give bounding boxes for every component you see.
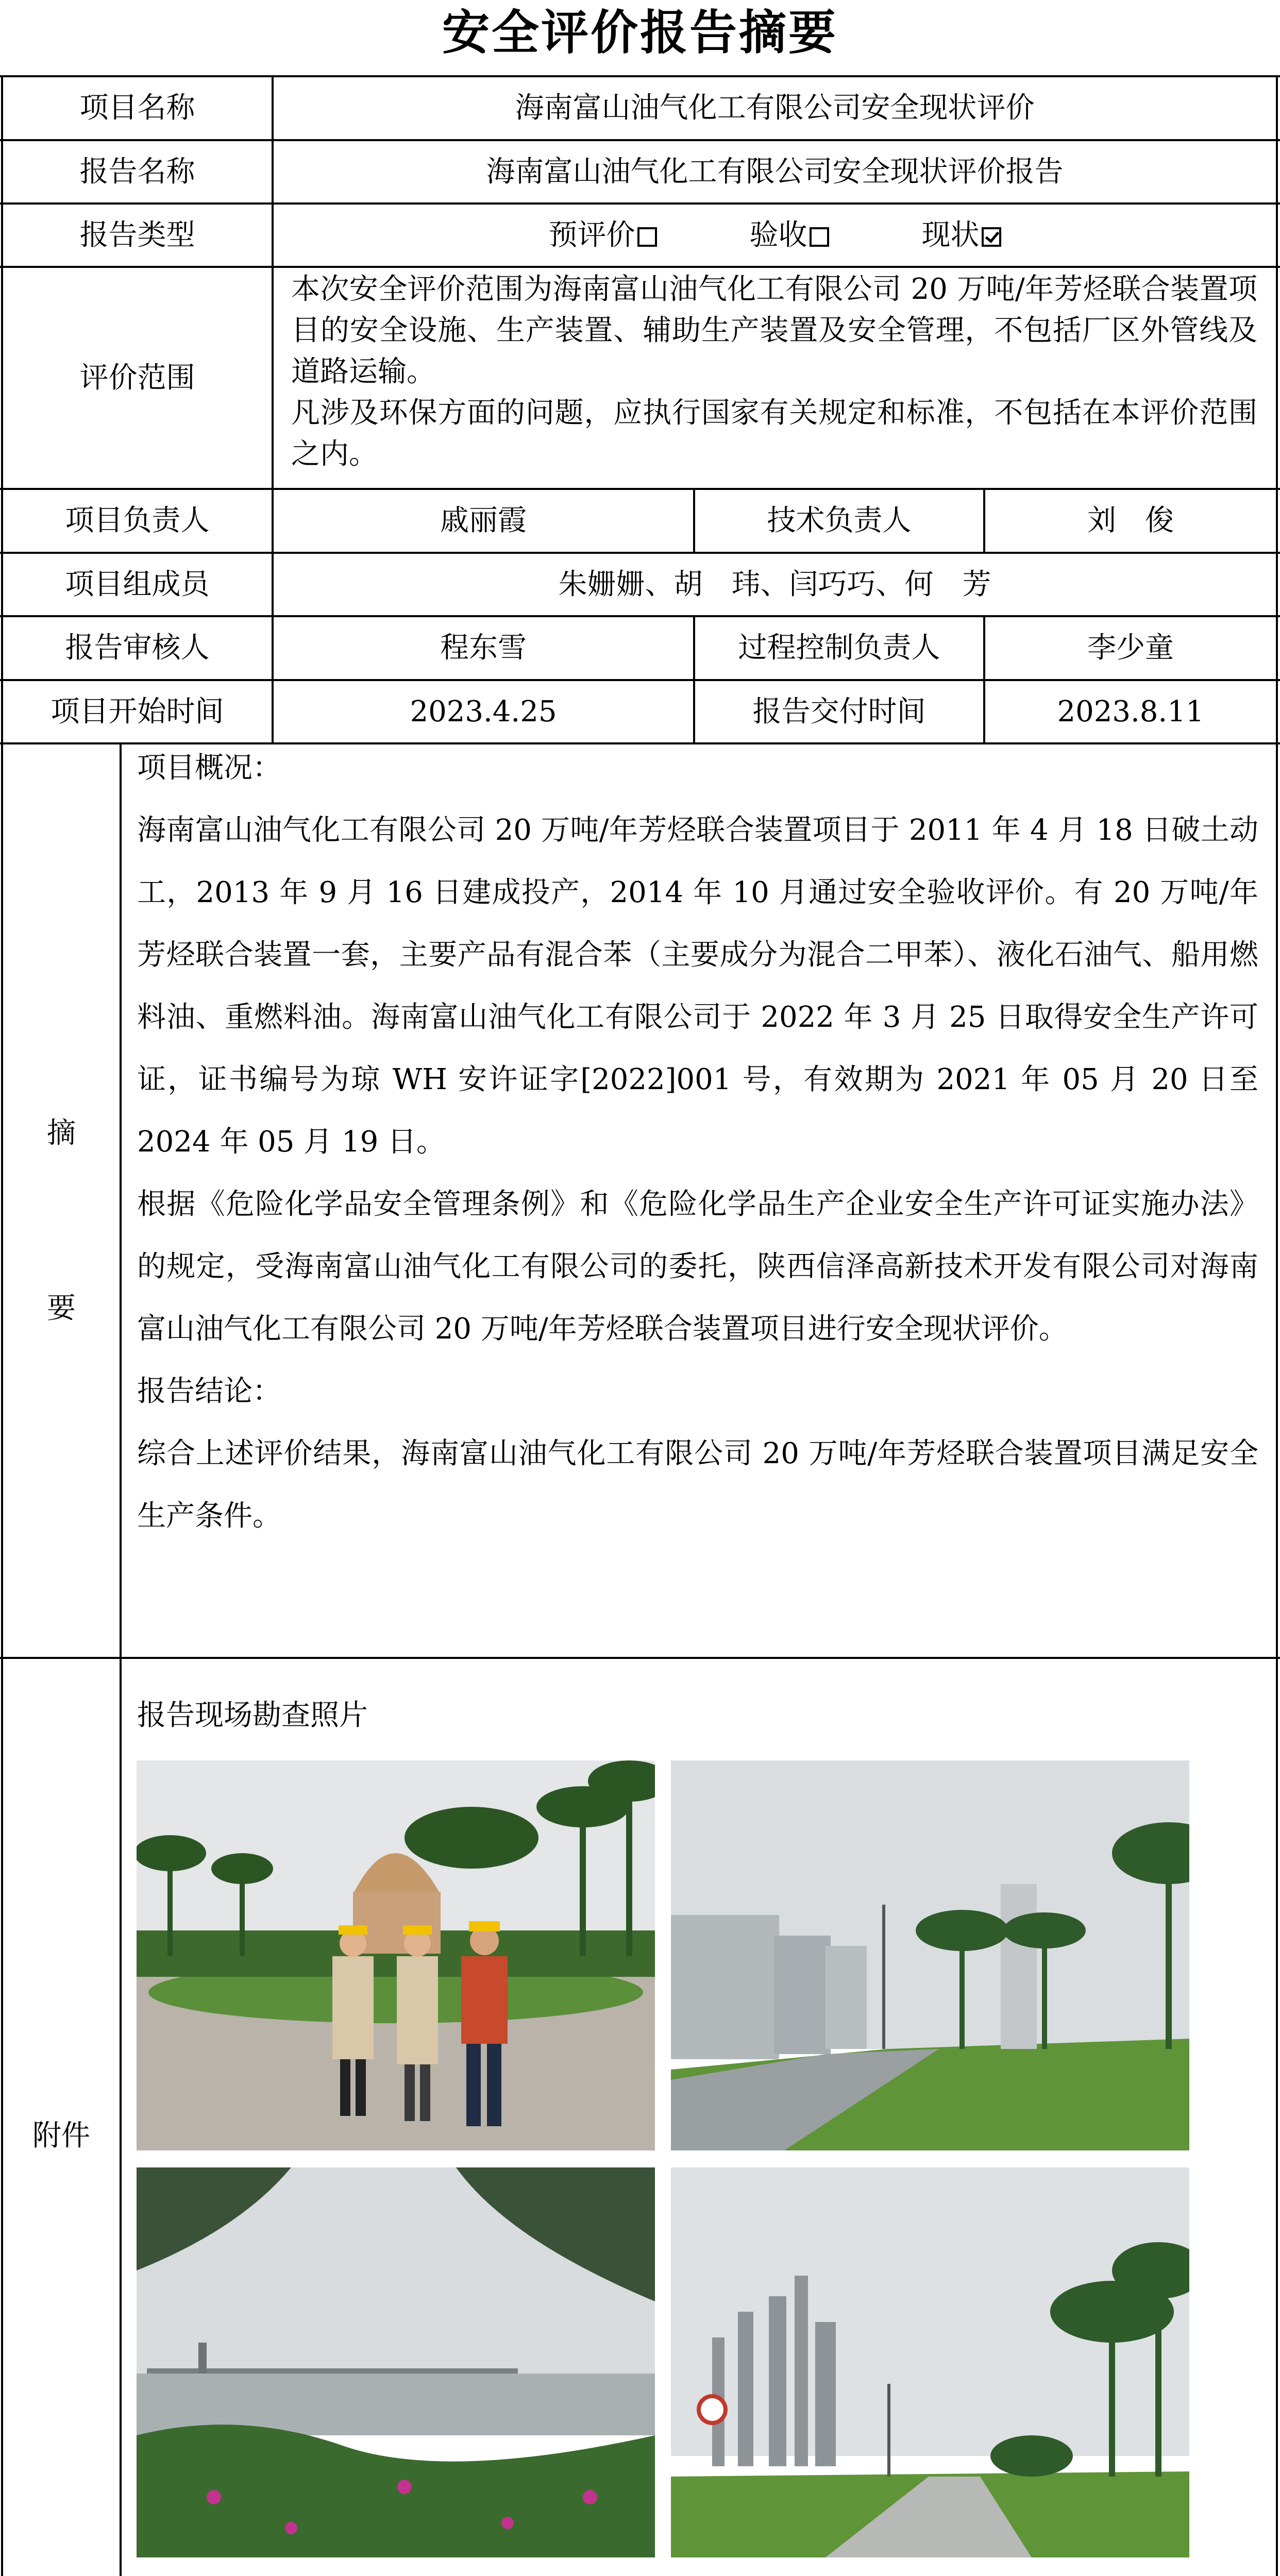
project-leader-value: 戚丽霞 <box>440 504 527 538</box>
report-type-options <box>274 205 1276 266</box>
site-photo-process-units <box>671 2167 1189 2557</box>
overview-heading: 项目概况： <box>137 751 281 785</box>
process-leader-value: 李少童 <box>1087 631 1174 665</box>
tech-leader-label: 技术负责人 <box>767 504 912 538</box>
scope-paragraph: 本次安全评价范围为海南富山油气化工有限公司 20 万吨/年芳烃联合装置项目的安全设施、生产装置、辅助生产装置及安全管理，不包括厂区外管线及道路运输。 <box>291 273 1257 388</box>
page-title: 安全评价报告摘要 <box>442 5 838 60</box>
start-time-label: 项目开始时间 <box>50 694 224 728</box>
attachment-label: 附件 <box>32 2119 90 2153</box>
reviewer-label: 报告审核人 <box>65 631 210 665</box>
delivery-time-label: 报告交付时间 <box>752 694 926 728</box>
tech-leader-value: 刘 俊 <box>1087 504 1174 538</box>
attachment-heading: 报告现场勘查照片 <box>137 1699 368 1732</box>
summary-label-bottom: 要 <box>47 1292 76 1326</box>
report-type-label: 报告类型 <box>79 218 195 252</box>
acceptance-checkbox[interactable] <box>810 227 829 247</box>
process-leader-label: 过程控制负责人 <box>738 631 940 665</box>
scope-text <box>274 269 1276 475</box>
project-leader-label: 项目负责人 <box>65 504 210 538</box>
conclusion-heading: 报告结论： <box>137 1375 281 1408</box>
site-photo-seaside <box>137 2167 655 2557</box>
pre-eval-checkbox[interactable] <box>637 227 657 247</box>
report-name-value: 海南富山油气化工有限公司安全现状评价报告 <box>486 155 1064 189</box>
scope-label: 评价范围 <box>79 361 195 395</box>
overview-paragraph: 根据《危险化学品安全管理条例》和《危险化学品生产企业安全生产许可证实施办法》的规定，受海南富山油气化工有限公司的委托，陕西信泽高新技术开发有限公司对海南富山油气化工有限公司 20 万吨/年芳烃联合装置项目进行安全现状评价。 <box>137 1188 1258 1346</box>
overview-paragraph: 海南富山油气化工有限公司 20 万吨/年芳烃联合装置项目于 2011 年 4 月 18 日破土动工，2013 年 9 月 16 日建成投产，2014 年 10 月通过安全验收评价。有 20 万吨/年芳烃联合装置一套，主要产品有混合苯（主要成分为混合二甲苯）、液化石油气、船用燃料油、重燃料油。海南富山油气化工有限公司于 2022 年 3 月 25 日取得安全生产许可证，证书编号为琼 WH 安许证字[2022]001 号，有效期为 2021 年 05 月 20 日至 2024 年 05 月 19 日。 <box>137 814 1258 1159</box>
summary-text <box>122 737 1276 1547</box>
report-type-option: 验收 <box>750 218 829 252</box>
report-type-option: 预评价 <box>549 218 657 252</box>
members-label: 项目组成员 <box>65 567 210 601</box>
site-photo-entrance <box>137 1760 655 2150</box>
project-name-label: 项目名称 <box>79 91 195 125</box>
report-type-option: 现状 <box>922 218 1001 252</box>
scope-paragraph: 凡涉及环保方面的问题，应执行国家有关规定和标准，不包括在本评价范围之内。 <box>291 396 1257 471</box>
project-name-value: 海南富山油气化工有限公司安全现状评价 <box>515 91 1035 125</box>
members-value: 朱姗姗、胡 玮、闫巧巧、何 芳 <box>558 567 991 601</box>
summary-label-top: 摘 <box>47 1116 76 1150</box>
delivery-time-value: 2023.8.11 <box>1057 694 1204 728</box>
reviewer-value: 程东雪 <box>440 631 527 665</box>
site-photo-tanks <box>671 1760 1189 2150</box>
start-time-value: 2023.4.25 <box>410 694 557 728</box>
status-checkbox[interactable] <box>982 227 1001 247</box>
conclusion-text: 综合上述评价结果，海南富山油气化工有限公司 20 万吨/年芳烃联合装置项目满足安全生产条件。 <box>137 1437 1258 1533</box>
report-name-label: 报告名称 <box>79 155 195 189</box>
